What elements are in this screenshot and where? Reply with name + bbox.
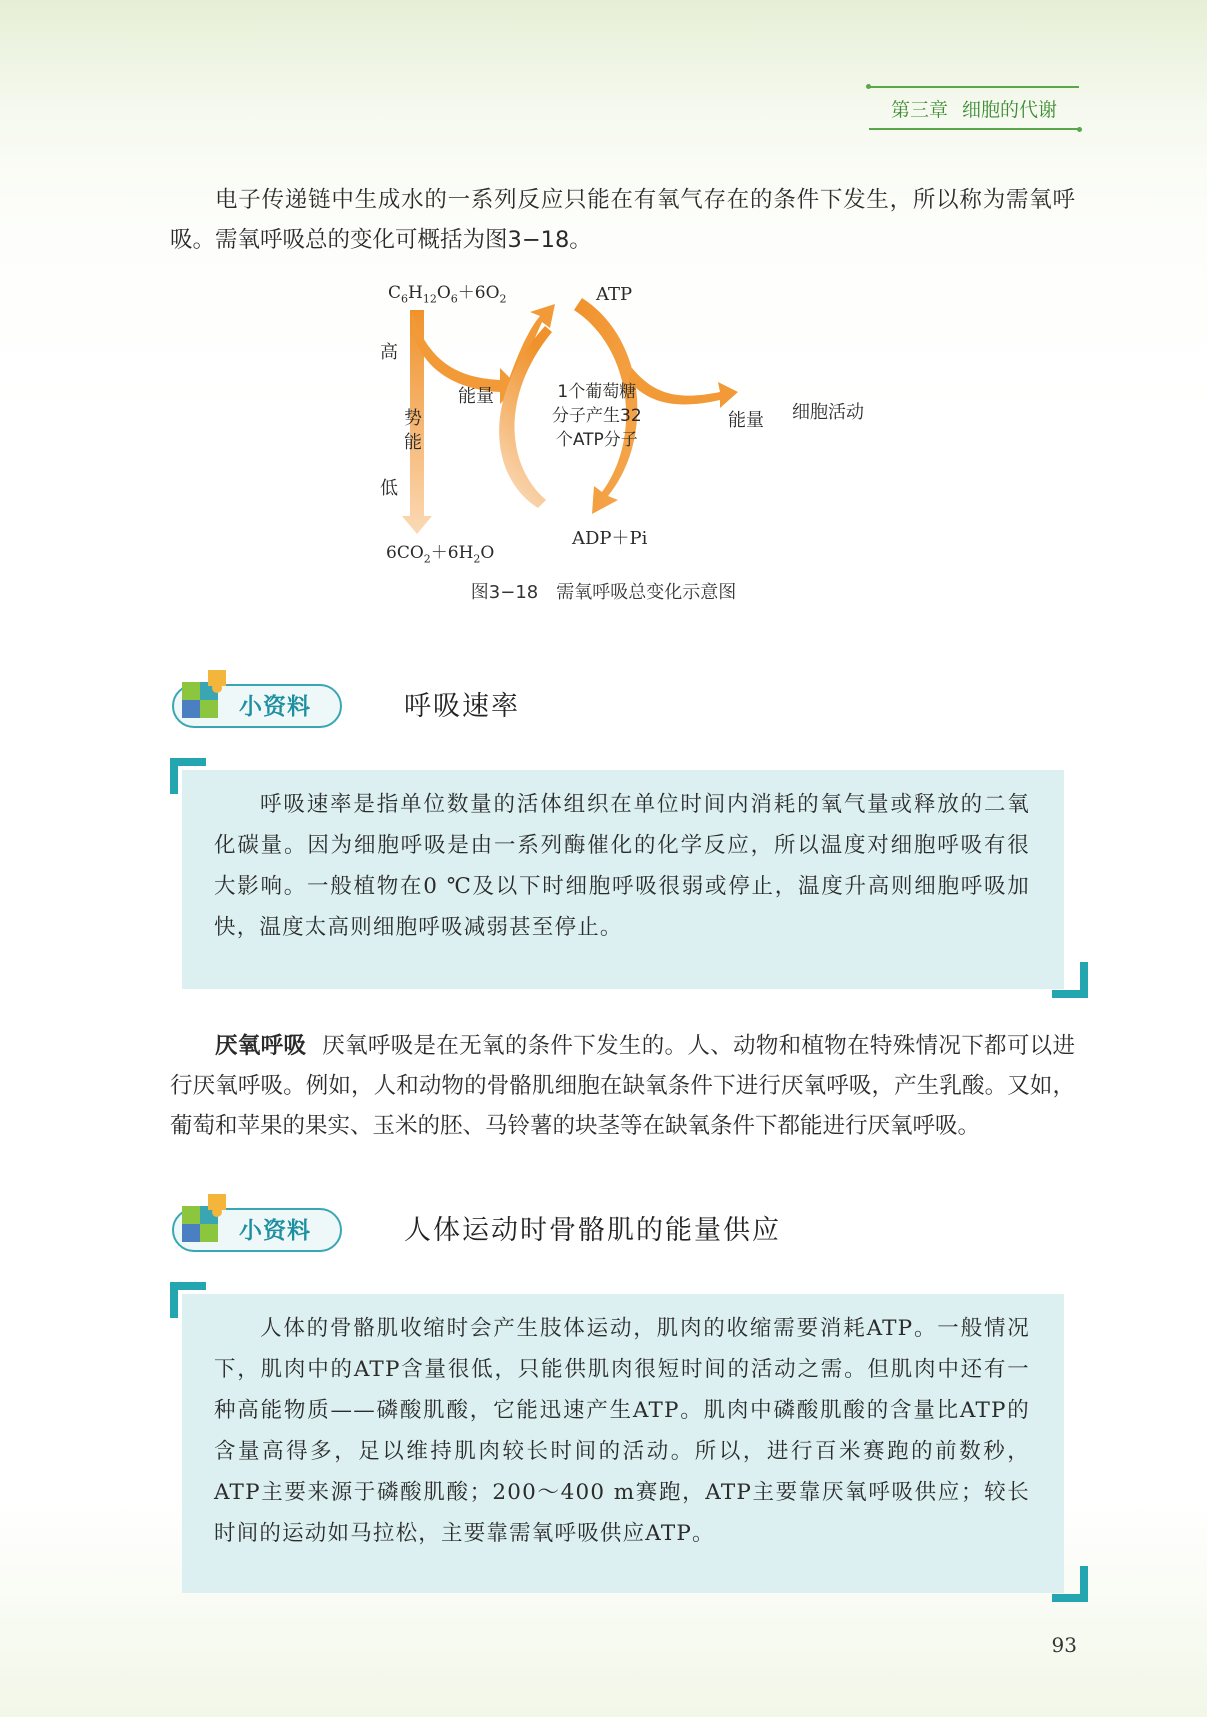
potential-label-1: 势 [404,408,422,429]
anaerobic-text: 厌氧呼吸是在无氧的条件下发生的。人、动物和植物在特殊情况下都可以进行厌氧呼吸。例如，人和动物的骨骼肌细胞在缺氧条件下进行厌氧呼吸，产生乳酸。又如，葡萄和苹果的果实、玉米的胚、马铃薯的块茎等在缺氧条件下都能进行厌氧呼吸。 [170,1033,1075,1139]
box1-corner-bottom-right [1052,962,1088,998]
center-note-line2: 分子产生32 [552,406,642,426]
adp-label: ADP＋Pi [572,528,648,549]
box1-title: 呼吸速率 [404,691,520,722]
box1-text: 呼吸速率是指单位数量的活体组织在单位时间内消耗的氧气量或释放的二氧化碳量。因为细胞呼吸是由一系列酶催化的化学反应，所以温度对细胞呼吸有很大影响。一般植物在0 ℃及以下时细胞呼吸很弱或停止，温度升高则细胞呼吸加快，温度太高则细胞呼吸减弱甚至停止。 [214,792,1030,940]
chapter-header [869,86,1079,130]
center-note-line1: 1个葡萄糖 [557,382,637,402]
reactants-label: $C_6H_{12}O_6+6O_2$ [388,283,507,306]
center-note [552,380,642,452]
box2-text: 人体的骨骼肌收缩时会产生肢体运动，肌肉的收缩需要消耗ATP。一般情况下，肌肉中的ATP含量很低，只能供肌肉很短时间的活动之需。但肌肉中还有一种高能物质——磷酸肌酸，它能迅速产生ATP。肌肉中磷酸肌酸的含量比ATP的含量高得多，足以维持肌肉较长时间的活动。所以，进行百米赛跑的前数秒，ATP主要来源于磷酸肌酸；200～400 m赛跑，ATP主要靠厌氧呼吸供应；较长时间的运动如马拉松，主要靠需氧呼吸供应ATP。 [214,1316,1030,1546]
center-note-line3: 个ATP分子 [555,430,638,450]
info-box-muscle-energy [182,1294,1064,1593]
puzzle-icon [180,1192,236,1248]
potential-label-2: 能 [404,432,422,453]
energy-to-cell-activity-curve [628,368,738,408]
info-badge-2 [168,1204,343,1248]
info-box-respiration-rate [182,770,1064,989]
low-label: 低 [380,478,398,499]
badge-label: 小资料 [239,694,311,720]
box2-title: 人体运动时骨骼肌的能量供应 [404,1215,781,1246]
products-label: $6CO_2+6H_2O$ [386,543,495,566]
cell-activity-label: 细胞活动 [792,402,864,423]
intro-paragraph: 电子传递链中生成水的一系列反应只能在有氧气存在的条件下发生，所以称为需氧呼吸。需氧呼吸总的变化可概括为图3−18。 [170,187,1075,253]
anaerobic-term: 厌氧呼吸 [215,1033,307,1059]
box2-corner-bottom-right [1052,1566,1088,1602]
high-label: 高 [380,342,398,363]
figure-caption: 图3−18 需氧呼吸总变化示意图 [470,582,737,603]
info-badge-1 [168,680,343,724]
atp-label: ATP [596,284,633,305]
energy-label-left: 能量 [458,386,494,407]
adp-to-atp-arc [499,326,552,508]
page-number: 93 [1051,1633,1077,1657]
aerobic-respiration-diagram [370,283,890,578]
energy-label-right: 能量 [728,410,764,431]
chapter-title: 细胞的代谢 [962,98,1058,121]
puzzle-icon [180,668,236,724]
badge-label: 小资料 [239,1218,311,1244]
anaerobic-paragraph [170,1026,1075,1146]
chapter-number: 第三章 [890,98,948,121]
